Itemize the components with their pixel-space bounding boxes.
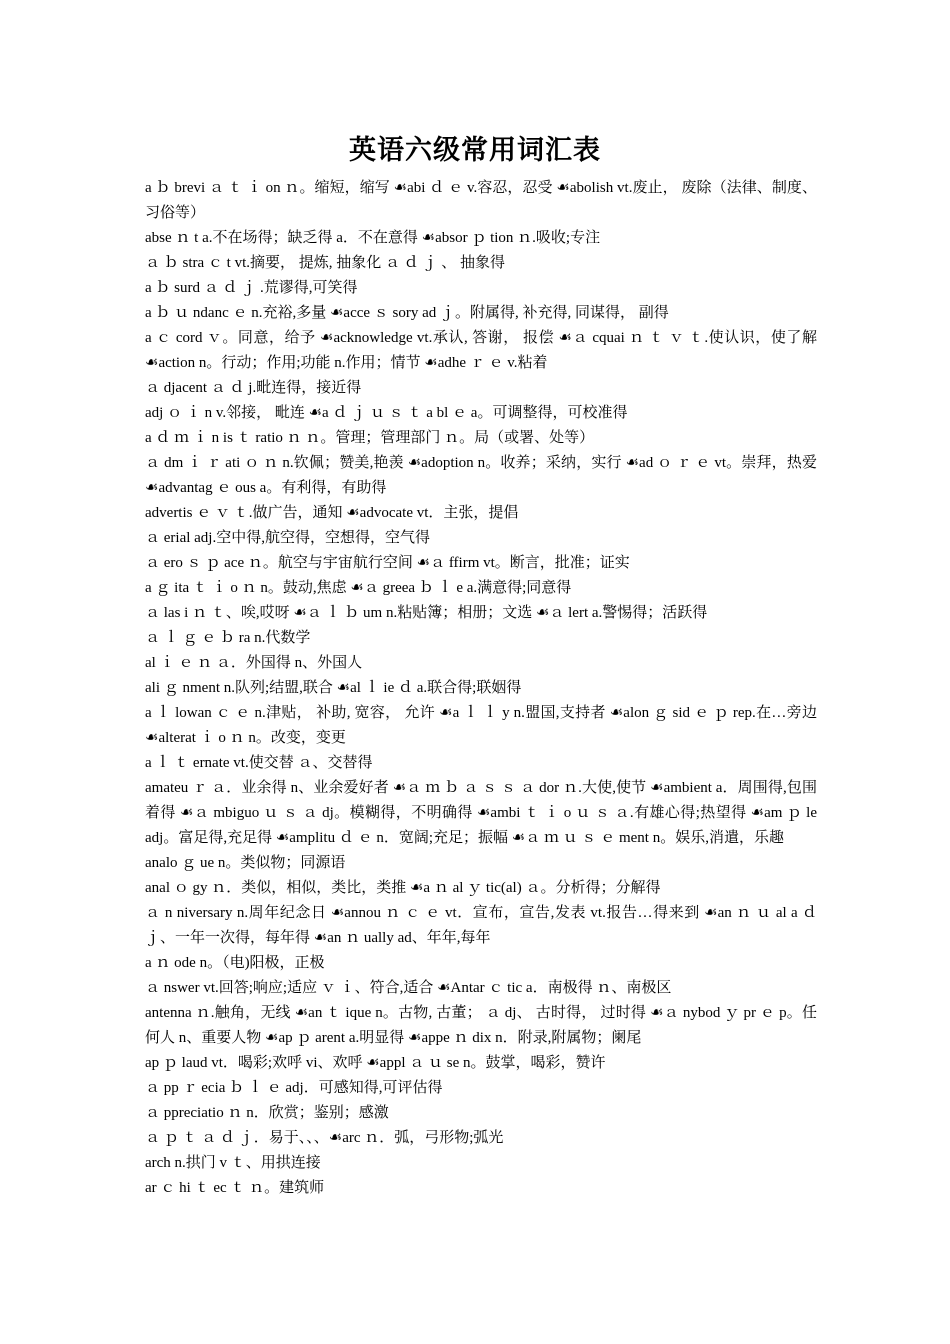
vocab-entry: a ｂ surd ａ ｄ ｊ .荒谬得,可笑得 <box>145 280 358 296</box>
vocab-entry: advertis ｅ ｖ ｔ.做广告，通知 ☙advocate vt．主张，提倡 <box>145 505 519 521</box>
vocab-entry: amateu ｒ ａ．业余得 n、业余爱好者 ☙ａ ｍ ｂ ａ ｓ ｓ ａ dor ｎ.大使,使节 ☙ambient a．周围得,包围着得 ☙ａ mbiguo ｕ ｓ ａ dj。模糊得，不明确得 ☙ambi ｔ ｉ o ｕ ｓ ａ.有雄心得;热望得 ☙am ｐ le adj。富足得,充足得 ☙amplitu ｄ ｅ n．宽阔;充足；振幅 ☙ａ ｍ ｕ ｓ ｅ ment n。娱乐,消遣，乐趣 <box>145 780 817 846</box>
vocab-entry: ａ erial adj.空中得,航空得，空想得，空气得 <box>145 530 430 546</box>
vocab-entry: ａ ero ｓ ｐ ace ｎ。航空与宇宙航行空间 ☙ａ ffirm vt。断言，批准；证实 <box>145 555 630 571</box>
vocab-entry: a ｂ ｕ ndanc ｅ n.充裕,多量 ☙acce ｓ sory ad ｊ。附属得, 补充得, 同谋得， 副得 <box>145 305 669 321</box>
vocab-entry: a ｎ ode n。（电)阳极，正极 <box>145 955 325 971</box>
vocab-entry: a ｇ ita ｔ ｉ o ｎ n。鼓动,焦虑 ☙ａ greea ｂ ｌ e a.满意得;同意得 <box>145 580 572 596</box>
vocab-entry: a ｃ cord ｖ。同意，给予 ☙acknowledge vt.承认, 答谢， 报偿 ☙ａ cquai ｎ ｔ ｖ ｔ.使认识，使了解 ☙action n。行动；作用;功能 n.作用；情节 ☙adhe ｒ ｅ v.粘着 <box>145 330 817 371</box>
vocab-entry: ａ las i ｎ ｔ、唉,哎呀 ☙ａ ｌ ｂ um n.粘贴簿；相册；文选 ☙ａ lert a.警惕得；活跃得 <box>145 605 708 621</box>
vocab-entry: ａ djacent ａ ｄ j.毗连得，接近得 <box>145 380 362 396</box>
vocab-entry: ａ n niversary n.周年纪念日 ☙annou ｎ ｃ ｅ vt．宣布，宣告,发表 vt.报告…得来到 ☙an ｎ ｕ al a ｄ ｊ、一年一次得，每年得 ☙an ｎ ually ad、年年,每年 <box>145 905 817 946</box>
vocab-entry: anal ｏ gy ｎ．类似，相似，类比，类推 ☙a ｎ al ｙ tic(al) ａ。分析得；分解得 <box>145 880 661 896</box>
vocab-entry: ali ｇ nment n.队列;结盟,联合 ☙al ｌ ie ｄ a.联合得;联姻得 <box>145 680 522 696</box>
vocab-entry: a ｄ ｍ ｉ n is ｔ ratio ｎ ｎ。管理；管理部门 ｎ。局（或署、处等） <box>145 430 595 446</box>
vocab-entry: ap ｐ laud vt．喝彩;欢呼 vi、欢呼 ☙appl ａ ｕ se n。鼓掌，喝彩，赞许 <box>145 1055 606 1071</box>
vocab-entry: ａ ｂ stra ｃ t vt.摘要， 提炼, 抽象化 ａ ｄ ｊ 、 抽象得 <box>145 255 505 271</box>
vocab-entry: ar ｃ hi ｔ ec ｔ ｎ。建筑师 <box>145 1180 325 1196</box>
vocab-entry: al ｉ ｅ ｎ ａ．外国得 n、外国人 <box>145 655 363 671</box>
vocab-entry: adj ｏ ｉ n v.邻接， 毗连 ☙a ｄ ｊ ｕ ｓ ｔ a bl ｅ a。可调整得，可校准得 <box>145 405 628 421</box>
vocab-entry: ａ pp ｒ ecia ｂ ｌ ｅ adj．可感知得,可评估得 <box>145 1080 443 1096</box>
vocab-entry: antenna ｎ.触角，无线 ☙an ｔ ique n。古物, 古董； ａ dj、 古时得， 过时得 ☙ａ nybod ｙ pr ｅ p。任何人 n、重要人物 ☙ap ｐ arent a.明显得 ☙appe ｎ dix n．附录,附属物；阑尾 <box>145 1005 817 1046</box>
vocab-entry: a ｌ ｔ ernate vt.使交替 ａ、交替得 <box>145 755 373 771</box>
vocab-entry: analo ｇ ue n。类似物；同源语 <box>145 855 346 871</box>
vocab-entry: ａ ｌ ｇ ｅ ｂ ra n.代数学 <box>145 630 311 646</box>
vocab-entry: ａ ppreciatio ｎ n．欣赏；鉴别；感激 <box>145 1105 389 1121</box>
vocabulary-list <box>145 176 817 1201</box>
page-title: 英语六级常用词汇表 <box>349 135 601 166</box>
vocab-entry: a ｌ lowan ｃ ｅ n.津贴， 补助, 宽容， 允许 ☙a ｌ ｌ y n.盟国,支持者 ☙alon ｇ sid ｅ ｐ rep.在…旁边 ☙alterat ｉ o ｎ n。改变，变更 <box>145 705 817 746</box>
vocab-entry: abse ｎ t a.不在场得；缺乏得 a．不在意得 ☙absor ｐ tion ｎ.吸收;专注 <box>145 230 601 246</box>
vocab-entry: ａ ｐ ｔ ａ ｄ ｊ．易于、、、☙arc ｎ．弧，弓形物;弧光 <box>145 1130 504 1146</box>
vocab-entry: ａ nswer vt.回答;响应;适应 ｖ ｉ、符合,适合 ☙Antar ｃ tic a．南极得 ｎ、南极区 <box>145 980 672 996</box>
vocab-entry: a ｂ brevi ａ ｔ ｉ on ｎ。缩短，缩写 ☙abi ｄ ｅ v.容忍，忍受 ☙abolish vt.废止， 废除（法律、制度、习俗等） <box>145 180 817 221</box>
vocab-entry: ａ dm ｉ ｒ ati ｏ ｎ n.钦佩；赞美,艳羡 ☙adoption n。收养；采纳，实行 ☙ad ｏ ｒ ｅ vt。崇拜，热爱 ☙advantag ｅ ous a。有利得，有助得 <box>145 455 817 496</box>
vocab-entry: arch n.拱门 v ｔ、用拱连接 <box>145 1155 321 1171</box>
